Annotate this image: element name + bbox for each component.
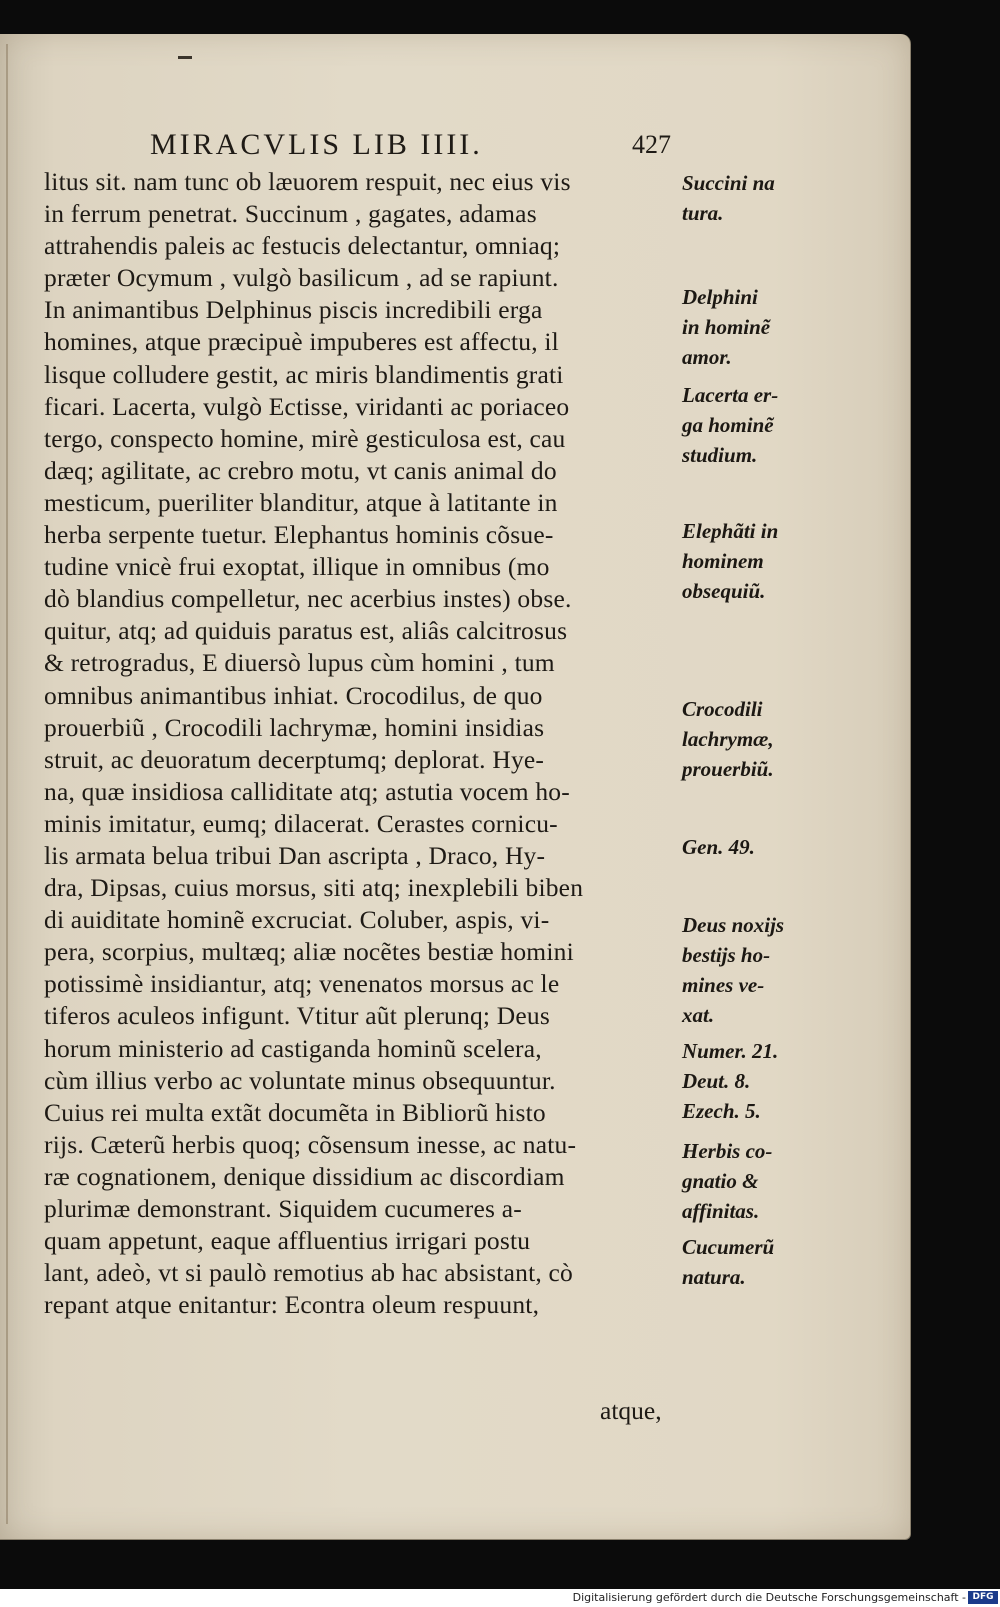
margin-note-line: Elephãti in	[682, 519, 779, 543]
text-line: lis armata belua tribui Dan ascripta , Draco, Hy-	[44, 840, 546, 870]
text-line: lisque colludere gestit, ac miris blandimentis grati	[44, 359, 564, 389]
text-line: tergo, conspecto homine, mirè gesticulosa est, cau	[44, 423, 566, 453]
text-line: horum ministerio ad castiganda hominũ scelera,	[44, 1033, 542, 1063]
dfg-logo: DFG	[968, 1591, 998, 1604]
margin-note-line: studium.	[682, 443, 758, 467]
text-line: na, quæ insidiosa calliditate atq; astutia vocem ho-	[44, 776, 570, 806]
text-line: repant atque enitantur: Econtra oleum respuunt,	[44, 1290, 540, 1320]
text-line: omnibus animantibus inhiat. Crocodilus, de quo	[44, 680, 543, 710]
margin-note-line: Ezech. 5.	[682, 1099, 761, 1123]
text-line: Cuius rei multa extãt documẽta in Bibliorũ histo	[44, 1097, 546, 1127]
margin-note	[682, 380, 832, 470]
running-head	[0, 128, 910, 168]
digitization-footer	[0, 1589, 1000, 1607]
text-line: dò blandius compelletur, nec acerbius instes) obse.	[44, 584, 572, 614]
margin-note-line: bestijs ho-	[682, 943, 771, 967]
margin-note-line: Herbis co-	[682, 1139, 773, 1163]
margin-note-line: Cucumerũ	[682, 1235, 775, 1259]
margin-note-line: xat.	[682, 1003, 715, 1027]
text-line: rijs. Cæterũ herbis quoq; cõsensum inesse, ac natu-	[44, 1129, 577, 1159]
text-line: litus sit. nam tunc ob læuorem respuit, nec eius vis	[44, 167, 571, 196]
margin-note	[682, 1136, 832, 1226]
text-line: præter Ocymum , vulgò basilicum , ad se rapiunt.	[44, 263, 559, 293]
margin-note-line: Crocodili	[682, 697, 763, 721]
margin-note	[682, 910, 832, 1030]
ink-mark	[178, 56, 192, 59]
margin-note-line: ga hominẽ	[682, 413, 774, 437]
text-line: lant, adeò, vt si paulò remotius ab hac absistant, cò	[44, 1258, 573, 1288]
text-line: tiferos aculeos infigunt. Vtitur aũt plerunq; Deus	[44, 1001, 550, 1031]
margin-note	[682, 1036, 832, 1126]
text-line: di auiditate hominẽ excruciat. Coluber, aspis, vi-	[44, 905, 550, 935]
text-line: dra, Dipsas, cuius morsus, siti atq; inexplebili biben	[44, 873, 584, 903]
margin-note-line: Lacerta er-	[682, 383, 779, 407]
page-number: 427	[632, 130, 671, 159]
margin-note-line: mines ve-	[682, 973, 765, 997]
margin-note	[682, 516, 832, 606]
margin-note	[682, 832, 832, 862]
text-line: dæq; agilitate, ac crebro motu, vt canis animal do	[44, 455, 557, 485]
body-text	[44, 166, 684, 1321]
margin-note-line: lachrymæ,	[682, 727, 774, 751]
catchword: atque,	[600, 1396, 662, 1425]
text-line: mesticum, pueriliter blanditur, atque à latitante in	[44, 487, 558, 517]
text-line: potissimè insidiantur, atq; venenatos morsus ac le	[44, 969, 560, 999]
text-line: & retrogradus, E diuersò lupus cùm homini , tum	[44, 648, 555, 678]
text-line: in ferrum penetrat. Succinum , gagates, adamas	[44, 199, 537, 229]
book-page	[0, 34, 911, 1540]
margin-note-line: natura.	[682, 1265, 746, 1289]
margin-note-line: prouerbiũ.	[682, 757, 774, 781]
text-line: pera, scorpius, multæq; aliæ nocẽtes bestiæ homini	[44, 937, 574, 967]
text-line: cùm illius verbo ac voluntate minus obsequuntur.	[44, 1065, 556, 1095]
text-line: ficari. Lacerta, vulgò Ectisse, viridanti ac poriaceo	[44, 391, 570, 421]
margin-note	[682, 282, 832, 372]
page-fold-shadow	[6, 44, 8, 1524]
text-line: struit, ac deuoratum decerptumq; deplorat. Hye-	[44, 744, 545, 774]
text-line: attrahendis paleis ac festucis delectantur, omniaq;	[44, 231, 561, 261]
text-line: herba serpente tuetur. Elephantus hominis cõsue-	[44, 520, 554, 550]
text-line: plurimæ demonstrant. Siquidem cucumeres a-	[44, 1194, 522, 1223]
margin-note-line: Deut. 8.	[682, 1069, 751, 1093]
margin-note-line: Deus noxijs	[682, 913, 785, 937]
text-line: minis imitatur, eumq; dilacerat. Cerastes cornicu-	[44, 808, 558, 838]
margin-note-line: affinitas.	[682, 1199, 760, 1223]
margin-note-line: gnatio &	[682, 1169, 759, 1193]
margin-note	[682, 168, 832, 228]
text-line: In animantibus Delphinus piscis incredibili erga	[44, 295, 543, 325]
text-line: homines, atque præcipuè impuberes est affectu, il	[44, 327, 559, 357]
text-line: prouerbiũ , Crocodili lachrymæ, homini insidias	[44, 712, 545, 742]
text-line: ræ cognationem, denique dissidium ac discordiam	[44, 1161, 565, 1191]
margin-note	[682, 1232, 832, 1292]
margin-note-line: amor.	[682, 345, 732, 369]
funding-credit: Digitalisierung gefördert durch die Deutsche Forschungsgemeinschaft -	[572, 1591, 966, 1604]
margin-note-line: Gen. 49.	[682, 835, 755, 859]
margin-note-line: Numer. 21.	[682, 1039, 779, 1063]
margin-note-line: hominem	[682, 549, 764, 573]
margin-note-line: Delphini	[682, 285, 758, 309]
text-line: quam appetunt, eaque affluentius irrigari postu	[44, 1226, 531, 1256]
text-line: quitur, atq; ad quiduis paratus est, aliâs calcitrosus	[44, 616, 568, 646]
text-line: tudine vnicè frui exoptat, illique in omnibus (mo	[44, 552, 550, 582]
margin-note-line: tura.	[682, 201, 724, 225]
margin-note-line: Succini na	[682, 171, 775, 195]
margin-note-line: obsequiũ.	[682, 579, 766, 603]
margin-note-line: in hominẽ	[682, 315, 771, 339]
running-title: MIRACVLIS LIB IIII.	[150, 128, 483, 161]
margin-note	[682, 694, 832, 784]
